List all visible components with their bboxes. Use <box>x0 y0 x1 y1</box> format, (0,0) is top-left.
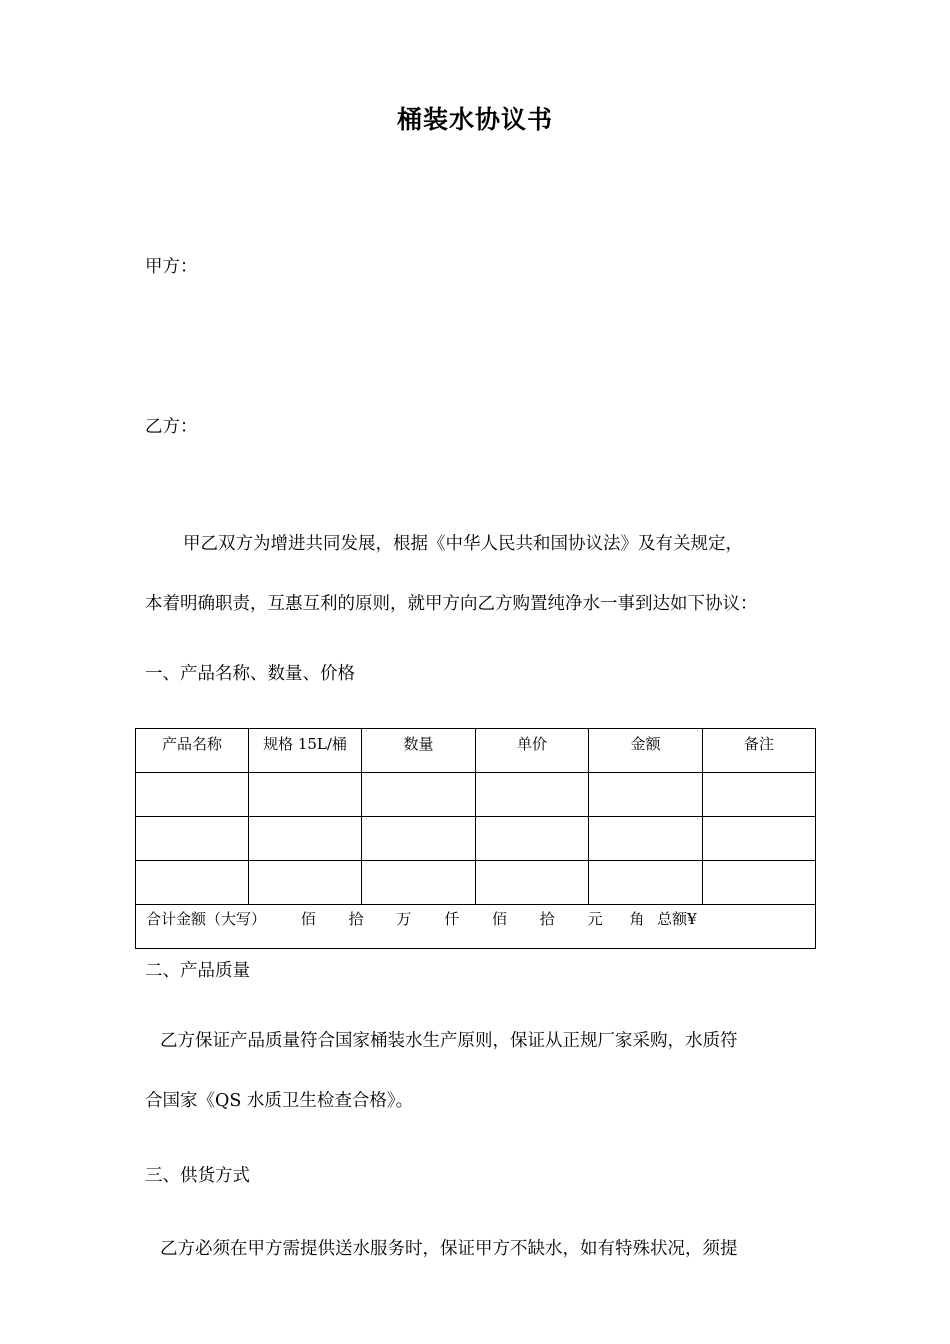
section-1-heading: 一、产品名称、数量、价格 <box>145 664 355 684</box>
total-unit: 元 <box>587 910 603 928</box>
total-label: 合计金额（大写） <box>146 910 267 928</box>
table-cell <box>589 773 703 817</box>
total-unit: 仟 <box>444 910 460 928</box>
total-unit: 佰 <box>491 910 507 928</box>
table-row <box>136 773 816 817</box>
total-unit: 万 <box>396 910 412 928</box>
total-unit: 拾 <box>539 910 555 928</box>
table-cell <box>362 817 476 861</box>
table-cell <box>703 861 816 905</box>
table-cell <box>476 861 589 905</box>
section-3-line-1: 乙方必须在甲方需提供送水服务时，保证甲方不缺水，如有特殊状况，须提 <box>160 1239 738 1259</box>
table-cell <box>249 817 362 861</box>
document-title: 桶装水协议书 <box>396 105 553 134</box>
total-amount-cell <box>136 905 816 949</box>
section-2-line-1: 乙方保证产品质量符合国家桶装水生产原则，保证从正规厂家采购，水质符 <box>160 1031 738 1051</box>
table-cell <box>136 817 249 861</box>
section-2-heading: 二、产品质量 <box>145 961 250 981</box>
section-2-line-2: 合国家《QS 水质卫生检查合格》。 <box>145 1091 414 1111</box>
table-row <box>136 817 816 861</box>
party-b-label: 乙方： <box>145 417 198 437</box>
header-cell-quantity: 数量 <box>362 729 476 773</box>
header-cell-product-name: 产品名称 <box>136 729 249 773</box>
table-cell <box>249 773 362 817</box>
total-unit: 佰 <box>300 910 316 928</box>
total-unit: 拾 <box>348 910 364 928</box>
table-header-row <box>136 729 816 773</box>
table-cell <box>589 861 703 905</box>
table-cell <box>362 773 476 817</box>
table-cell <box>703 773 816 817</box>
header-cell-unit-price: 单价 <box>476 729 589 773</box>
intro-paragraph-line-1: 甲乙双方为增进共同发展，根据《中华人民共和国协议法》及有关规定， <box>183 534 743 554</box>
header-cell-remarks: 备注 <box>703 729 816 773</box>
party-a-label: 甲方： <box>145 257 198 277</box>
section-3-heading: 三、供货方式 <box>145 1166 250 1186</box>
total-unit: 角 <box>629 910 645 928</box>
table-cell <box>136 773 249 817</box>
header-cell-amount: 金额 <box>589 729 703 773</box>
table-cell <box>249 861 362 905</box>
table-cell <box>476 817 589 861</box>
intro-paragraph-line-2: 本着明确职责，互惠互利的原则，就甲方向乙方购置纯净水一事到达如下协议： <box>145 594 758 614</box>
table-cell <box>136 861 249 905</box>
product-table <box>135 728 816 949</box>
header-cell-spec: 规格 15L/桶 <box>249 729 362 773</box>
table-total-row <box>136 905 816 949</box>
table-cell <box>362 861 476 905</box>
table-cell <box>476 773 589 817</box>
total-amount-label: 总额¥ <box>657 910 697 928</box>
table-row <box>136 861 816 905</box>
table-cell <box>703 817 816 861</box>
table-cell <box>589 817 703 861</box>
